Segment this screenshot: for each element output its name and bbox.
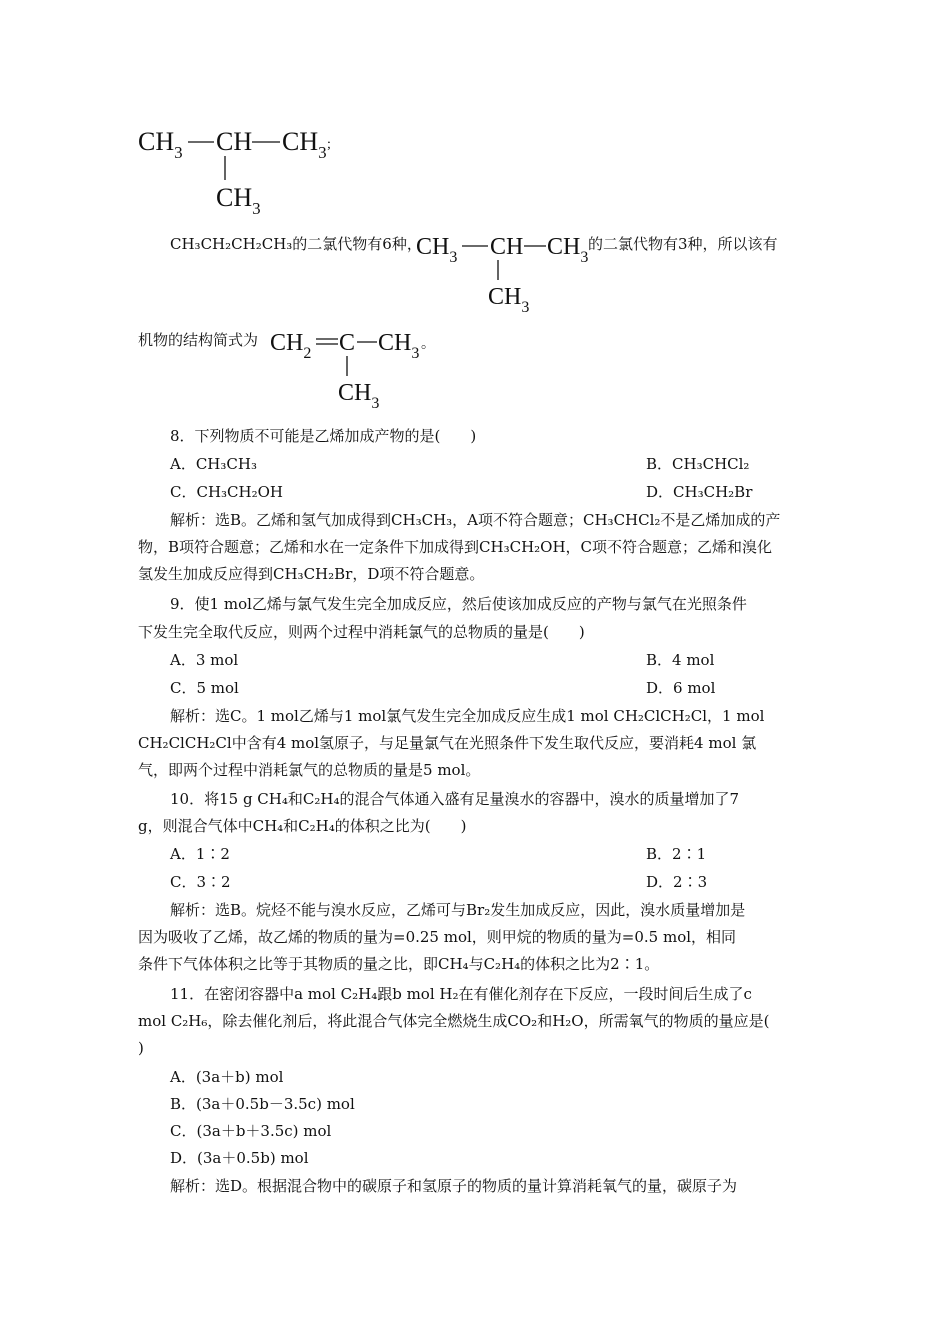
svg-text:C: C (339, 330, 356, 356)
answer-10-line: 条件下气体体积之比等于其物质的量之比，即CH₄与C₂H₄的体积之比为2∶1。 (138, 955, 660, 973)
answer-8-line: 解析：选B。乙烯和氢气加成得到CH₃CH₃，A项不符合题意；CH₃CHCl₂不是乙烯加成的产 (170, 511, 781, 529)
answer-10-line: 因为吸收了乙烯，故乙烯的物质的量为=0.25 mol，则甲烷的物质的量为=0.5 mol，相同 (138, 928, 737, 946)
svg-text:CH3: $CH_3$ (416, 234, 458, 266)
question-8: 8．下列物质不可能是乙烯加成产物的是( ) (170, 427, 477, 445)
svg-text:CH3: $CH_3$ (488, 284, 530, 316)
option-d: D．CH₃CH₂Br (646, 483, 753, 501)
option-c: C．CH₃CH₂OH (170, 483, 283, 501)
question-9: 9．使1 mol乙烯与氯气发生完全加成反应，然后使该加成反应的产物与氯气在光照条件 (170, 595, 747, 613)
question-11: 11．在密闭容器中a mol C₂H₄跟b mol H₂在有催化剂存在下反应，一段时间后生成了c (170, 985, 752, 1003)
isobutene-structure (270, 324, 460, 416)
answer-8-line: 物，B项符合题意；乙烯和水在一定条件下加成得到CH₃CH₂OH，C项不符合题意；乙烯和溴化 (138, 538, 773, 556)
option-row (170, 678, 850, 698)
answer-9-line: 解析：选C。1 mol乙烯与1 mol氯气发生完全加成反应生成1 mol CH₂ClCH₂Cl，1 mol (170, 707, 765, 725)
option-row (170, 482, 850, 502)
option-a: A．1∶2 (170, 845, 230, 863)
option-a: A．(3a＋b) mol (170, 1068, 284, 1086)
question-11: ) (138, 1039, 144, 1057)
answer-8-line: 氢发生加成反应得到CH₃CH₂Br，D项不符合题意。 (138, 565, 485, 583)
svg-text:CH: CH (216, 127, 253, 156)
svg-text:;: ; (327, 137, 331, 152)
isobutane-structure-top (138, 122, 358, 222)
option-d: D．(3a＋0.5b) mol (170, 1149, 309, 1167)
option-d: D．2∶3 (646, 873, 708, 891)
option-c: C．5 mol (170, 679, 239, 697)
option-b: B．(3a＋0.5b－3.5c) mol (170, 1095, 355, 1113)
option-c: C．3∶2 (170, 873, 231, 891)
answer-9-line: 气，即两个过程中消耗氯气的总物质的量是5 mol。 (138, 761, 481, 779)
svg-text:。: 。 (421, 337, 435, 352)
svg-text:CH3: $CH_3$ (216, 183, 261, 218)
option-b: B．CH₃CHCl₂ (646, 455, 750, 473)
svg-text:CH3: $CH_3$ (547, 234, 589, 266)
svg-text:CH3: $CH_3$ (138, 127, 183, 162)
option-row (170, 650, 850, 670)
option-a: A．3 mol (170, 651, 239, 669)
answer-10-line: 解析：选B。烷烃不能与溴水反应，乙烯可与Br₂发生加成反应，因此，溴水质量增加是 (170, 901, 746, 919)
text-line: 的二氯代物有3种，所以该有 (588, 235, 778, 253)
answer-11-line: 解析：选D。根据混合物中的碳原子和氢原子的物质的量计算消耗氧气的量，碳原子为 (170, 1177, 738, 1195)
answer-9-line: CH₂ClCH₂Cl中含有4 mol氢原子，与足量氯气在光照条件下发生取代反应，要消耗4 mol 氯 (138, 734, 757, 752)
option-d: D．6 mol (646, 679, 716, 697)
option-a: A．CH₃CH₃ (170, 455, 257, 473)
option-row (170, 844, 850, 864)
svg-text:CH3: $CH_3$ (282, 127, 327, 162)
svg-text:CH2: $CH_2$ (270, 330, 312, 362)
isobutane-structure-inline (416, 228, 596, 320)
question-10: 10．将15 g CH₄和C₂H₄的混合气体通入盛有足量溴水的容器中，溴水的质量增加了7 (170, 790, 740, 808)
option-row (170, 872, 850, 892)
svg-text:CH3: $CH_3$ (378, 330, 420, 362)
option-c: C．(3a＋b＋3.5c) mol (170, 1122, 332, 1140)
text-line: CH₃CH₂CH₂CH₃的二氯代物有6种， (170, 235, 422, 253)
question-11: mol C₂H₆，除去催化剂后，将此混合气体完全燃烧生成CO₂和H₂O，所需氧气的物质的量应是( (138, 1012, 770, 1030)
option-b: B．2∶1 (646, 845, 707, 863)
svg-text:CH: CH (490, 234, 524, 260)
question-9: 下发生完全取代反应，则两个过程中消耗氯气的总物质的量是( ) (138, 623, 585, 641)
question-10: g，则混合气体中CH₄和C₂H₄的体积之比为( ) (138, 817, 467, 835)
svg-text:CH3: $CH_3$ (338, 380, 380, 412)
option-row (170, 454, 850, 474)
option-b: B．4 mol (646, 651, 715, 669)
text-line: 机物的结构简式为 (138, 331, 259, 349)
